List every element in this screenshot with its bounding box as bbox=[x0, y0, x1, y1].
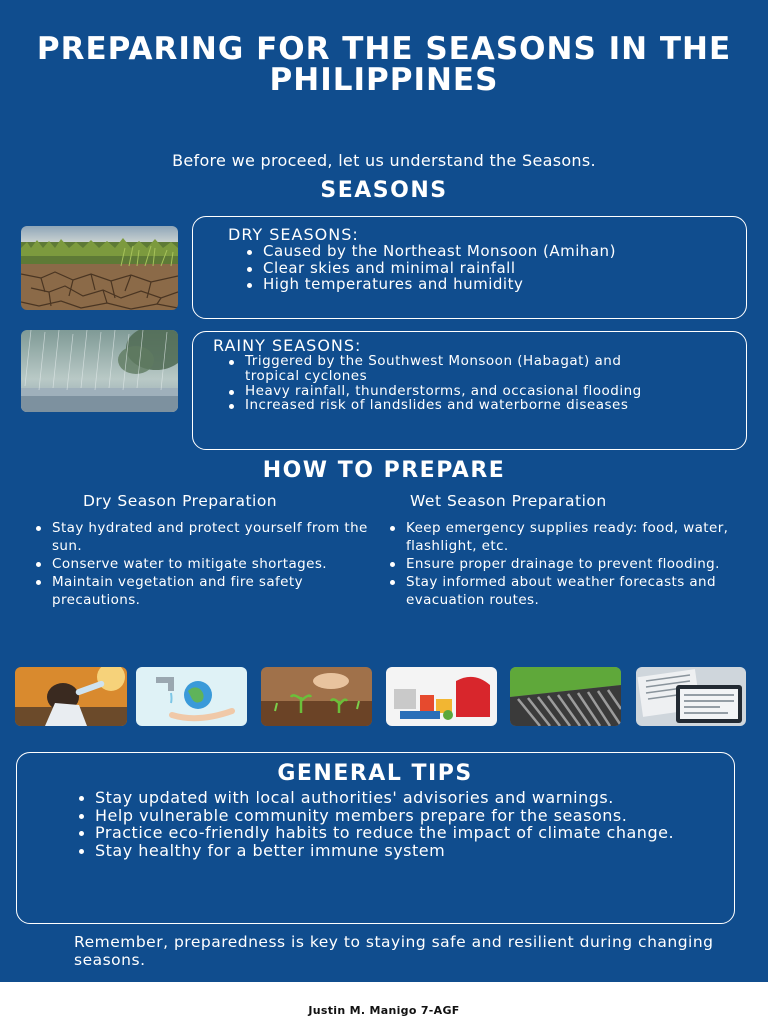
list-item: Maintain vegetation and fire safety precautions. bbox=[32, 573, 382, 609]
how-to-prepare-heading: HOW TO PREPARE bbox=[262, 458, 506, 483]
list-item: Keep emergency supplies ready: food, water, flashlight, etc. bbox=[386, 519, 751, 555]
closing-message: Remember, preparedness is key to staying safe and resilient during changing seasons. bbox=[74, 933, 714, 969]
author-credit: Justin M. Manigo 7-AGF bbox=[308, 1004, 460, 1017]
list-item: Practice eco-friendly habits to reduce the impact of climate change. bbox=[75, 824, 695, 842]
dry-prep-heading: Dry Season Preparation bbox=[83, 492, 278, 510]
list-item: Help vulnerable community members prepare for the seasons. bbox=[75, 807, 695, 825]
rainy-seasons-list bbox=[225, 354, 665, 413]
list-item: Stay healthy for a better immune system bbox=[75, 842, 695, 860]
dry-field-photo bbox=[21, 226, 178, 310]
dry-seasons-box bbox=[192, 216, 747, 319]
plant-vegetation-photo bbox=[261, 667, 372, 726]
list-item: Stay informed about weather forecasts and evacuation routes. bbox=[386, 573, 751, 609]
list-item: Caused by the Northeast Monsoon (Amihan) bbox=[243, 243, 723, 260]
general-tips-box bbox=[16, 752, 735, 924]
list-item: Conserve water to mitigate shortages. bbox=[32, 555, 382, 573]
wet-prep-list bbox=[386, 519, 751, 609]
dry-seasons-title: DRY SEASONS: bbox=[228, 225, 359, 244]
intro-text: Before we proceed, let us understand the Seasons. bbox=[172, 151, 596, 170]
wet-prep-heading: Wet Season Preparation bbox=[410, 492, 607, 510]
list-item: Stay hydrated and protect yourself from the sun. bbox=[32, 519, 382, 555]
rainy-seasons-title: RAINY SEASONS: bbox=[213, 336, 362, 355]
list-item: Stay updated with local authorities' advisories and warnings. bbox=[75, 789, 695, 807]
seasons-heading: SEASONS bbox=[320, 178, 448, 203]
dry-seasons-list bbox=[243, 243, 723, 293]
page-title: PREPARING FOR THE SEASONS IN THE PHILIPPINES bbox=[36, 31, 732, 98]
news-updates-photo bbox=[636, 667, 746, 726]
rainy-seasons-box bbox=[192, 331, 747, 450]
conserve-water-photo bbox=[136, 667, 247, 726]
list-item: Triggered by the Southwest Monsoon (Habagat) and tropical cyclones bbox=[225, 354, 665, 384]
list-item: Increased risk of landslides and waterborne diseases bbox=[225, 398, 665, 413]
list-item: High temperatures and humidity bbox=[243, 276, 723, 293]
general-tips-list bbox=[75, 789, 695, 859]
general-tips-heading: GENERAL TIPS bbox=[277, 761, 473, 786]
emergency-supplies-photo bbox=[386, 667, 497, 726]
rainy-scene-photo bbox=[21, 330, 178, 412]
drinking-water-photo bbox=[15, 667, 127, 726]
list-item: Ensure proper drainage to prevent flooding. bbox=[386, 555, 751, 573]
list-item: Clear skies and minimal rainfall bbox=[243, 260, 723, 277]
drainage-grate-photo bbox=[510, 667, 621, 726]
list-item: Heavy rainfall, thunderstorms, and occasional flooding bbox=[225, 384, 665, 399]
dry-prep-list bbox=[32, 519, 382, 609]
